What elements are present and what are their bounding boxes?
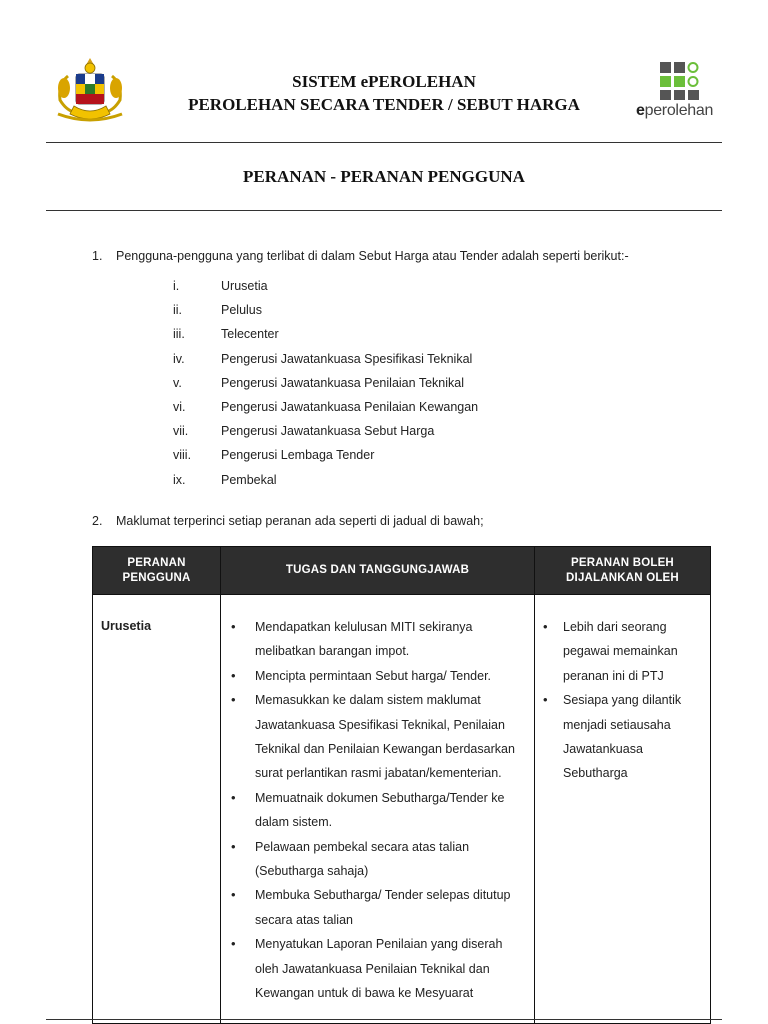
list-item: viii. Pengerusi Lembaga Tender — [173, 448, 375, 463]
list-item: iii. Telecenter — [173, 327, 279, 342]
list-item: • Menyatukan Laporan Penilaian yang diserah oleh Jawatankuasa Penilaian Teknikal dan Kewangan untuk di bawa ke Mesyuarat — [229, 932, 526, 1005]
duties-cell — [221, 595, 535, 1024]
list-item: vi. Pengerusi Jawatankuasa Penilaian Kewangan — [173, 399, 479, 414]
paragraph-2 — [92, 514, 484, 528]
paragraph-number: 2. — [92, 514, 103, 528]
paragraph-text: Pengguna-pengguna yang terlibat di dalam Sebut Harga atau Tender adalah seperti berikut:- — [116, 249, 629, 263]
eperolehan-logo — [636, 60, 726, 124]
list-item: • Mendapatkan kelulusan MITI sekiranya melibatkan barangan impot. — [229, 615, 526, 664]
document-header-titles — [150, 70, 618, 116]
footer-divider — [46, 1019, 722, 1020]
section-divider — [46, 210, 722, 211]
list-item: v. Pengerusi Jawatankuasa Penilaian Teknikal — [173, 375, 464, 390]
list-item: vii. Pengerusi Jawatankuasa Sebut Harga — [173, 424, 435, 439]
list-item: • Memuatnaik dokumen Sebutharga/Tender ke dalam sistem. — [229, 786, 526, 835]
malaysia-coat-of-arms-icon — [52, 56, 128, 122]
system-title: SISTEM ePEROLEHAN — [292, 72, 476, 91]
paragraph-1 — [92, 249, 629, 263]
roles-list — [173, 279, 478, 497]
list-item: • Sesiapa yang dilantik menjadi setiausaha Jawatankuasa Sebutharga — [543, 688, 702, 786]
performed-by-list — [543, 615, 702, 786]
list-item: • Memasukkan ke dalam sistem maklumat Jawatankuasa Spesifikasi Teknikal, Penilaian Teknikal dan Penilaian Kewangan berdasarkan surat perlantikan rasmi jabatan/kementerian. — [229, 688, 526, 786]
list-item: • Mencipta permintaan Sebut harga/ Tender. — [229, 664, 526, 688]
section-title: PERANAN - PERANAN PENGGUNA — [243, 167, 525, 186]
paragraph-text: Maklumat terperinci setiap peranan ada seperti di jadual di bawah; — [116, 514, 484, 528]
list-item: ix. Pembekal — [173, 472, 277, 487]
header-peranan-pengguna: PERANAN PENGGUNA — [93, 547, 221, 595]
roles-table — [92, 546, 711, 1024]
header-dijalankan-oleh: PERANAN BOLEH DIJALANKAN OLEH — [535, 547, 711, 595]
header-divider — [46, 142, 722, 143]
eperolehan-grid-icon — [660, 62, 700, 100]
paragraph-number: 1. — [92, 249, 103, 263]
role-name-cell: Urusetia — [93, 595, 221, 1024]
list-item: • Lebih dari seorang pegawai memainkan peranan ini di PTJ — [543, 615, 702, 688]
performed-by-cell — [535, 595, 711, 1024]
list-item: • Pelawaan pembekal secara atas talian (Sebutharga sahaja) — [229, 835, 526, 884]
list-item: • Membuka Sebutharga/ Tender selepas ditutup secara atas talian — [229, 883, 526, 932]
header-tugas-tanggungjawab: TUGAS DAN TANGGUNGJAWAB — [221, 547, 535, 595]
list-item: i. Urusetia — [173, 279, 268, 293]
eperolehan-wordmark: eperolehan — [636, 102, 714, 119]
table-row — [93, 595, 711, 1024]
list-item: iv. Pengerusi Jawatankuasa Spesifikasi Teknikal — [173, 351, 473, 366]
table-header-row — [93, 547, 711, 595]
procurement-title: PEROLEHAN SECARA TENDER / SEBUT HARGA — [188, 95, 580, 114]
list-item: ii. Pelulus — [173, 303, 262, 318]
duties-list — [229, 615, 526, 1006]
